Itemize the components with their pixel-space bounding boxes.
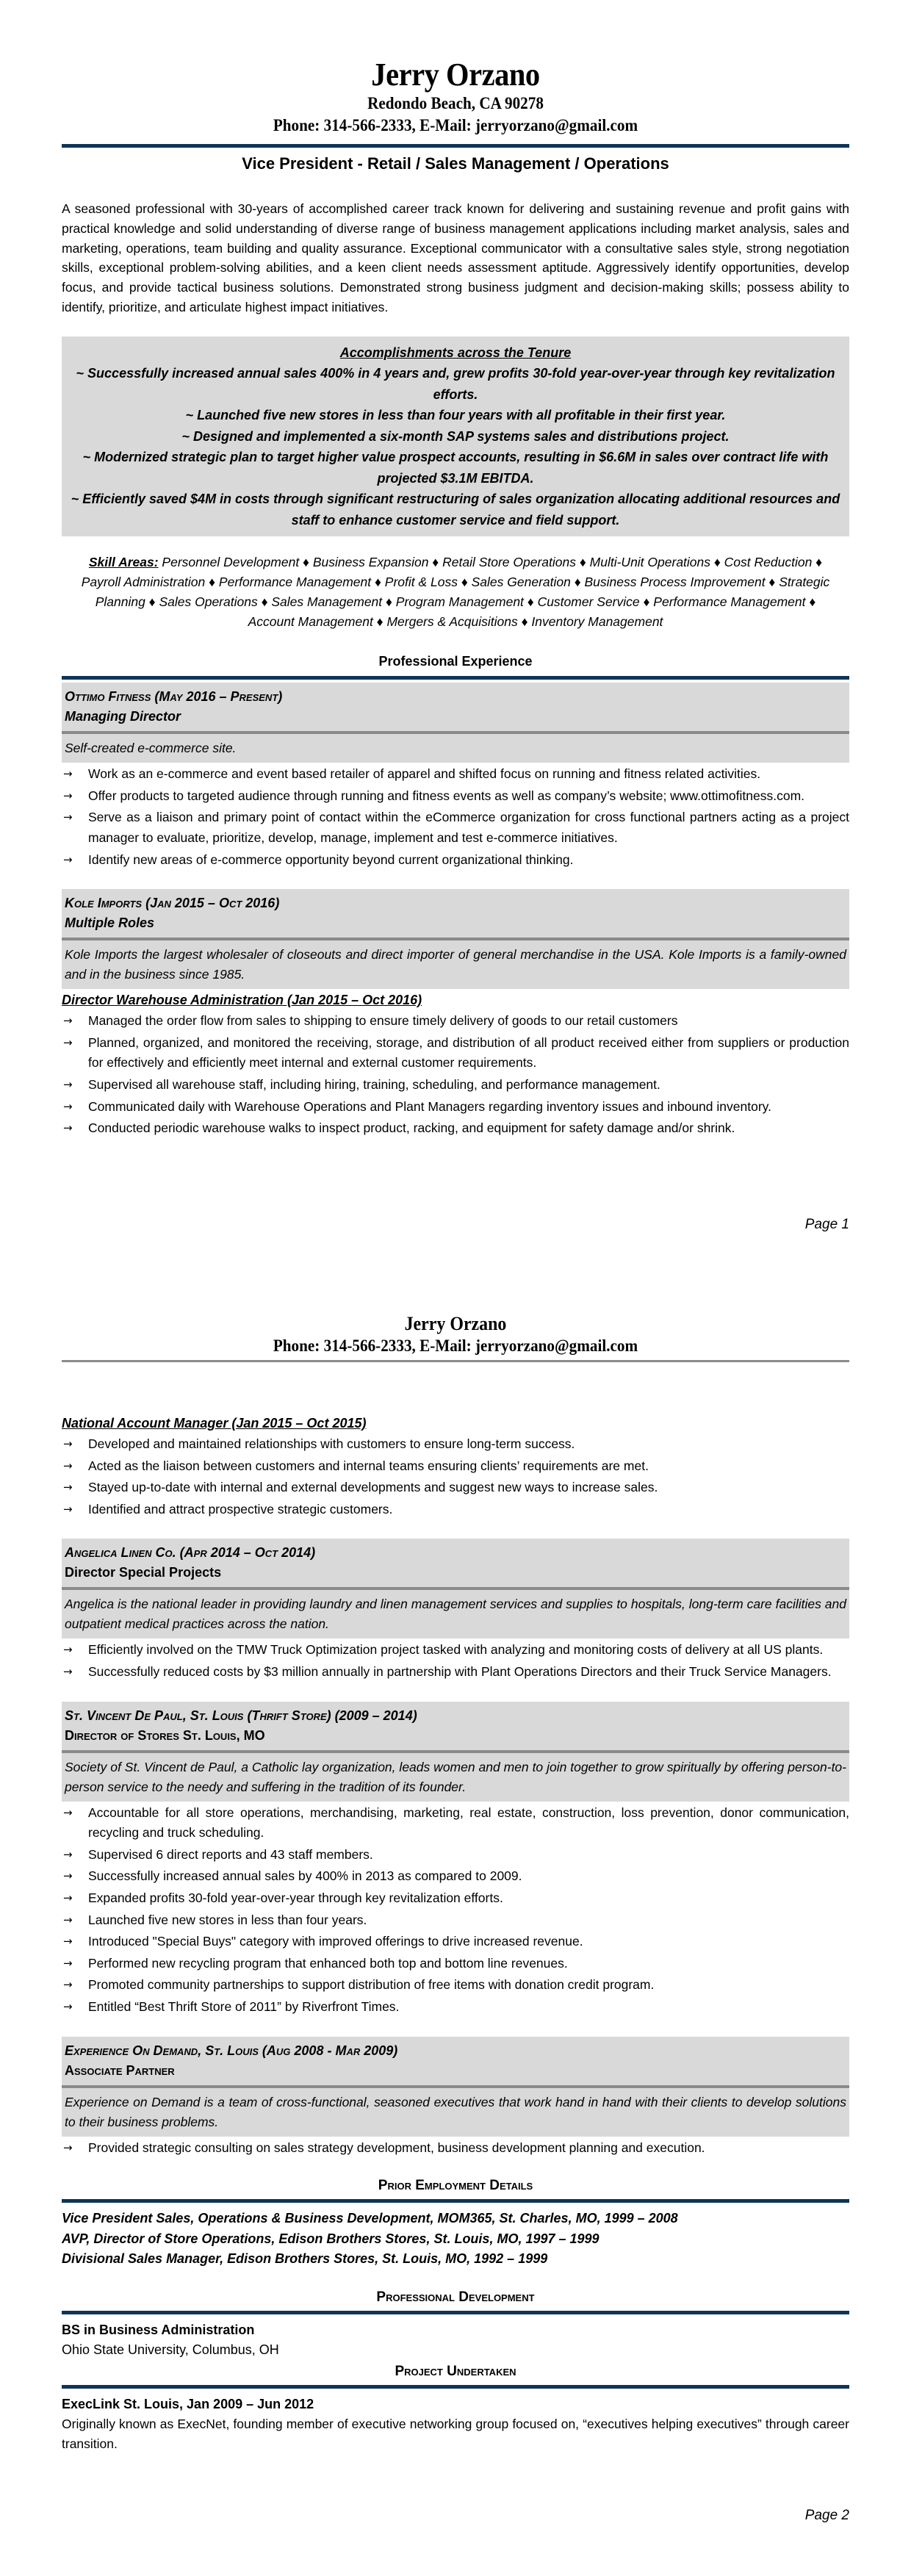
project-title: ExecLink St. Louis, Jan 2009 – Jun 2012 <box>62 2396 314 2411</box>
resume-page-2 <box>0 1288 911 2576</box>
bullet-text: Introduced "Special Buys" category with improved offerings to drive increased revenue. <box>88 1934 583 1949</box>
section-title-project-undertaken: Project Undertaken <box>395 2363 516 2379</box>
job-company: Angelica Linen Co. (Apr 2014 – Oct 2014) <box>65 1545 316 1561</box>
education-school: Ohio State University, Columbus, OH <box>62 2342 279 2357</box>
job-header-angelica-linen <box>62 1539 849 1638</box>
list-item <box>62 1888 849 1909</box>
accomplishment-item: ~ Launched five new stores in less than four years with all profitable in their first year. <box>185 408 726 423</box>
section-title-prior-employment: Prior Employment Details <box>378 2178 533 2194</box>
list-item <box>62 1478 849 1498</box>
job-company: Kole Imports (Jan 2015 – Oct 2016) <box>65 896 280 911</box>
list-item <box>62 1033 849 1073</box>
bullet-text: Serve as a liaison and primary point of contact within the eCommerce organization for cross functional partners acting as a project manager to evaluate, prioritize, develop, manage, implement and test e-commerce initiatives. <box>88 810 849 846</box>
bullet-text: Provided strategic consulting on sales strategy development, business development planning and execution. <box>88 2140 705 2155</box>
job-company: Ottimo Fitness (May 2016 – Present) <box>65 689 283 705</box>
arrow-right-icon: → <box>63 2140 73 2154</box>
arrow-right-icon: → <box>63 1099 73 1113</box>
professional-summary: A seasoned professional with 30-years of accomplished career track known for delivering and sustaining revenue and profit gains with practical knowledge and solid understanding of diverse range of business management applications including market analysis, sales and marketing, operations, team building and quality assurance. Exceptional communicator with a consultative sales style, strong negotiation skills, exceptional problem-solving abilities, and a keen client needs assessment aptitude. Aggressively identify opportunities, develop focus, and provide tactical business solutions. Demonstrated strong business judgment and decision-making skills; possess ability to identify, prioritize, and articulate highest impact initiatives. <box>62 201 849 314</box>
job-header-ottimo-fitness <box>62 683 849 763</box>
header-divider <box>62 1360 849 1362</box>
arrow-right-icon: → <box>63 1481 73 1494</box>
arrow-right-icon: → <box>63 767 73 781</box>
list-item <box>62 1997 849 2018</box>
list-item <box>62 1456 849 1477</box>
list-item <box>62 1662 849 1683</box>
bullet-text: Efficiently involved on the TMW Truck Optimization project tasked with analyzing and monitoring costs of delivery at all US plants. <box>88 1642 824 1658</box>
section-title-professional-experience: Professional Experience <box>378 654 533 669</box>
page-2-content <box>62 1313 849 2454</box>
accomplishment-item: ~ Successfully increased annual sales 400% in 4 years and, grew profits 30-fold year-over-year through key revitalization efforts. <box>76 366 835 402</box>
job-description: Kole Imports the largest wholesaler of closeouts and direct importer of general merchandise in the USA. Kole Imports is a family-owned and in the business since 1985. <box>65 947 846 982</box>
job-bullets-st-vincent <box>62 1803 849 2018</box>
arrow-right-icon: → <box>63 1014 73 1028</box>
job-bullets-ottimo <box>62 764 849 870</box>
list-item <box>62 807 849 848</box>
job-bullets-kole-director <box>62 1011 849 1139</box>
section-title-professional-development: Professional Development <box>376 2289 535 2305</box>
prior-employment-item: Vice President Sales, Operations & Business Development, MOM365, St. Charles, MO, 1999 – 2008 <box>62 2211 678 2226</box>
list-item <box>62 1075 849 1095</box>
arrow-right-icon: → <box>63 1890 73 1904</box>
job-role: Director of Stores St. Louis, MO <box>65 1727 265 1743</box>
bullet-text: Expanded profits 30-fold year-over-year through key revitalization efforts. <box>88 1890 503 1905</box>
page-number: Page 2 <box>804 2508 849 2523</box>
list-item <box>62 1954 849 1974</box>
candidate-contact-repeat: Phone: 314-566-2333, E-Mail: jerryorzano@gmail.com <box>273 1336 638 1355</box>
candidate-name: Jerry Orzano <box>371 57 540 93</box>
job-head <box>62 1702 849 1750</box>
arrow-right-icon: → <box>63 1458 73 1472</box>
section-divider <box>62 2385 849 2389</box>
bullet-text: Supervised 6 direct reports and 43 staff members. <box>88 1846 373 1862</box>
header-divider <box>62 144 849 148</box>
bullet-text: Successfully increased annual sales by 400% in 2013 as compared to 2009. <box>88 1868 522 1884</box>
skill-areas <box>62 553 849 632</box>
bullet-text: Acted as the liaison between customers and internal teams ensuring clients’ requirements are met. <box>88 1458 649 1473</box>
accomplishment-item: ~ Modernized strategic plan to target higher value prospect accounts, resulting in $6.6M in sales over contract life with projected $3.1M EBITDA. <box>82 450 829 486</box>
bullet-text: Successfully reduced costs by $3 million annually in partnership with Plant Operations Directors and their Truck Service Managers. <box>88 1663 832 1679</box>
bullet-text: Entitled “Best Thrift Store of 2011” by Riverfront Times. <box>88 1998 400 2014</box>
list-item <box>62 764 849 785</box>
job-bullets-angelica <box>62 1640 849 1682</box>
bullet-text: Work as an e-commerce and event based retailer of apparel and shifted focus on running and fitness related activities. <box>88 766 761 782</box>
section-divider <box>62 2199 849 2203</box>
list-item <box>62 850 849 871</box>
education-degree: BS in Business Administration <box>62 2322 255 2337</box>
arrow-right-icon: → <box>63 810 73 824</box>
job-role: Associate Partner <box>65 2062 175 2078</box>
arrow-right-icon: → <box>63 788 73 802</box>
job-description: Society of St. Vincent de Paul, a Catholic lay organization, leads women and men to join together to grow spiritually by offering person-to-person service to the needy and suffering in the tradition of its founder. <box>65 1759 846 1794</box>
job-role: Managing Director <box>65 709 181 724</box>
bullet-text: Identify new areas of e-commerce opportunity beyond current organizational thinking. <box>88 852 574 867</box>
bullet-text: Performed new recycling program that enhanced both top and bottom line revenues. <box>88 1955 568 1971</box>
candidate-name-repeat: Jerry Orzano <box>404 1313 507 1334</box>
list-item <box>62 1097 849 1118</box>
job-description: Experience on Demand is a team of cross-functional, seasoned executives that work hand in hand with their clients to develop solutions to their business problems. <box>65 2094 846 2129</box>
bullet-text: Conducted periodic warehouse walks to inspect product, racking, and equipment for safety damage and/or shrink. <box>88 1120 735 1136</box>
arrow-right-icon: → <box>63 1956 73 1970</box>
arrow-right-icon: → <box>63 1978 73 1992</box>
list-item <box>62 1910 849 1931</box>
bullet-text: Accountable for all store operations, merchandising, marketing, real estate, construction, loss prevention, donor communication, recycling and truck scheduling. <box>88 1805 849 1841</box>
section-divider <box>62 676 849 680</box>
accomplishment-item: ~ Designed and implemented a six-month SAP systems sales and distributions project. <box>181 428 730 444</box>
list-item <box>62 1866 849 1887</box>
job-role: Director Special Projects <box>65 1565 222 1580</box>
page-1-content <box>62 57 849 1140</box>
arrow-right-icon: → <box>63 1035 73 1049</box>
prior-employment-item: Divisional Sales Manager, Edison Brothers Stores, St. Louis, MO, 1992 – 1999 <box>62 2251 548 2267</box>
list-item <box>62 1975 849 1996</box>
arrow-right-icon: → <box>63 1847 73 1861</box>
prior-employment-item: AVP, Director of Store Operations, Edison Brothers Stores, St. Louis, MO, 1997 – 1999 <box>62 2231 599 2246</box>
skill-areas-label: Skill Areas: <box>88 555 159 570</box>
list-item <box>62 1011 849 1032</box>
job-description: Angelica is the national leader in providing laundry and linen management services and supplies to hospitals, long-term care facilities and outpatient medical practices across the nation. <box>65 1597 846 1632</box>
list-item <box>62 1803 849 1843</box>
list-item <box>62 1932 849 1952</box>
list-item <box>62 1845 849 1866</box>
accomplishments-title: Accomplishments across the Tenure <box>339 345 572 360</box>
arrow-right-icon: → <box>63 1502 73 1516</box>
arrow-right-icon: → <box>63 1935 73 1949</box>
bullet-text: Launched five new stores in less than four years. <box>88 1912 367 1927</box>
bullet-text: Developed and maintained relationships with customers to ensure long-term success. <box>88 1436 575 1451</box>
accomplishment-item: ~ Efficiently saved $4M in costs through significant restructuring of sales organization allocating additional resources and staff to enhance customer service and field support. <box>71 492 840 528</box>
job-header-experience-on-demand <box>62 2037 849 2137</box>
project-description: Originally known as ExecNet, founding member of executive networking group focused on, “executives helping executives” through career transition. <box>62 2416 849 2451</box>
candidate-contact: Phone: 314-566-2333, E-Mail: jerryorzano@gmail.com <box>273 116 638 134</box>
arrow-right-icon: → <box>63 1643 73 1657</box>
bullet-text: Communicated daily with Warehouse Operations and Plant Managers regarding inventory issues and inbound inventory. <box>88 1098 771 1114</box>
bullet-text: Stayed up-to-date with internal and external developments and suggest new ways to increase sales. <box>88 1480 658 1495</box>
job-description: Self-created e-commerce site. <box>65 741 237 756</box>
arrow-right-icon: → <box>63 1664 73 1678</box>
list-item <box>62 1500 849 1520</box>
job-head <box>62 2037 849 2085</box>
job-head <box>62 889 849 938</box>
arrow-right-icon: → <box>63 1078 73 1092</box>
list-item <box>62 1118 849 1139</box>
job-bullets-eod <box>62 2138 849 2159</box>
arrow-right-icon: → <box>63 1437 73 1450</box>
accomplishments-box <box>62 337 849 537</box>
bullet-text: Planned, organized, and monitored the receiving, storage, and distribution of all product received either from suppliers or production for effectively and efficiently meet internal and external customer requirements. <box>88 1035 849 1071</box>
bullet-text: Promoted community partnerships to support distribution of free items with donation credit program. <box>88 1977 655 1993</box>
subrole-title: Director Warehouse Administration (Jan 2015 – Oct 2016) <box>62 993 422 1008</box>
prior-employment-list <box>62 2209 849 2270</box>
skill-areas-list: Personnel Development ♦ Business Expansion ♦ Retail Store Operations ♦ Multi-Unit Operations ♦ Cost Reduction ♦ Payroll Administration ♦ Performance Management ♦ Profit & Loss ♦ Sales Generation ♦ Business Process Improvement ♦ Strategic Planning ♦ Sales Operations ♦ Sales Management ♦ Program Management ♦ Customer Service ♦ Performance Management ♦ Account Management ♦ Mergers & Acquisitions ♦ Inventory Management <box>81 555 830 630</box>
headline: Vice President - Retail / Sales Management / Operations <box>242 154 669 173</box>
arrow-right-icon: → <box>63 1121 73 1135</box>
page-number: Page 1 <box>804 1217 849 1232</box>
bullet-text: Supervised all warehouse staff, including hiring, training, scheduling, and performance management. <box>88 1077 660 1093</box>
job-bullets-kole-nam <box>62 1434 849 1519</box>
arrow-right-icon: → <box>63 1999 73 2013</box>
list-item <box>62 2138 849 2159</box>
arrow-right-icon: → <box>63 1805 73 1819</box>
job-role: Multiple Roles <box>65 915 155 931</box>
bullet-text: Offer products to targeted audience through running and fitness events as well as company’s website; www.ottimofitness.com. <box>88 788 805 803</box>
bullet-text: Identified and attract prospective strategic customers. <box>88 1501 393 1517</box>
job-company: Experience On Demand, St. Louis (Aug 2008 - Mar 2009) <box>65 2043 398 2058</box>
arrow-right-icon: → <box>63 1913 73 1926</box>
section-divider <box>62 2311 849 2314</box>
arrow-right-icon: → <box>63 1869 73 1883</box>
list-item <box>62 1640 849 1661</box>
job-header-kole-imports <box>62 889 849 989</box>
job-head <box>62 683 849 731</box>
subrole-title: National Account Manager (Jan 2015 – Oct 2015) <box>62 1416 367 1431</box>
job-header-st-vincent-de-paul <box>62 1702 849 1802</box>
bullet-text: Managed the order flow from sales to shipping to ensure timely delivery of goods to our retail customers <box>88 1013 678 1029</box>
list-item <box>62 786 849 807</box>
arrow-right-icon: → <box>63 852 73 866</box>
job-company: St. Vincent De Paul, St. Louis (Thrift Store) (2009 – 2014) <box>65 1708 417 1723</box>
candidate-location: Redondo Beach, CA 90278 <box>367 94 544 112</box>
job-head <box>62 1539 849 1587</box>
list-item <box>62 1434 849 1455</box>
